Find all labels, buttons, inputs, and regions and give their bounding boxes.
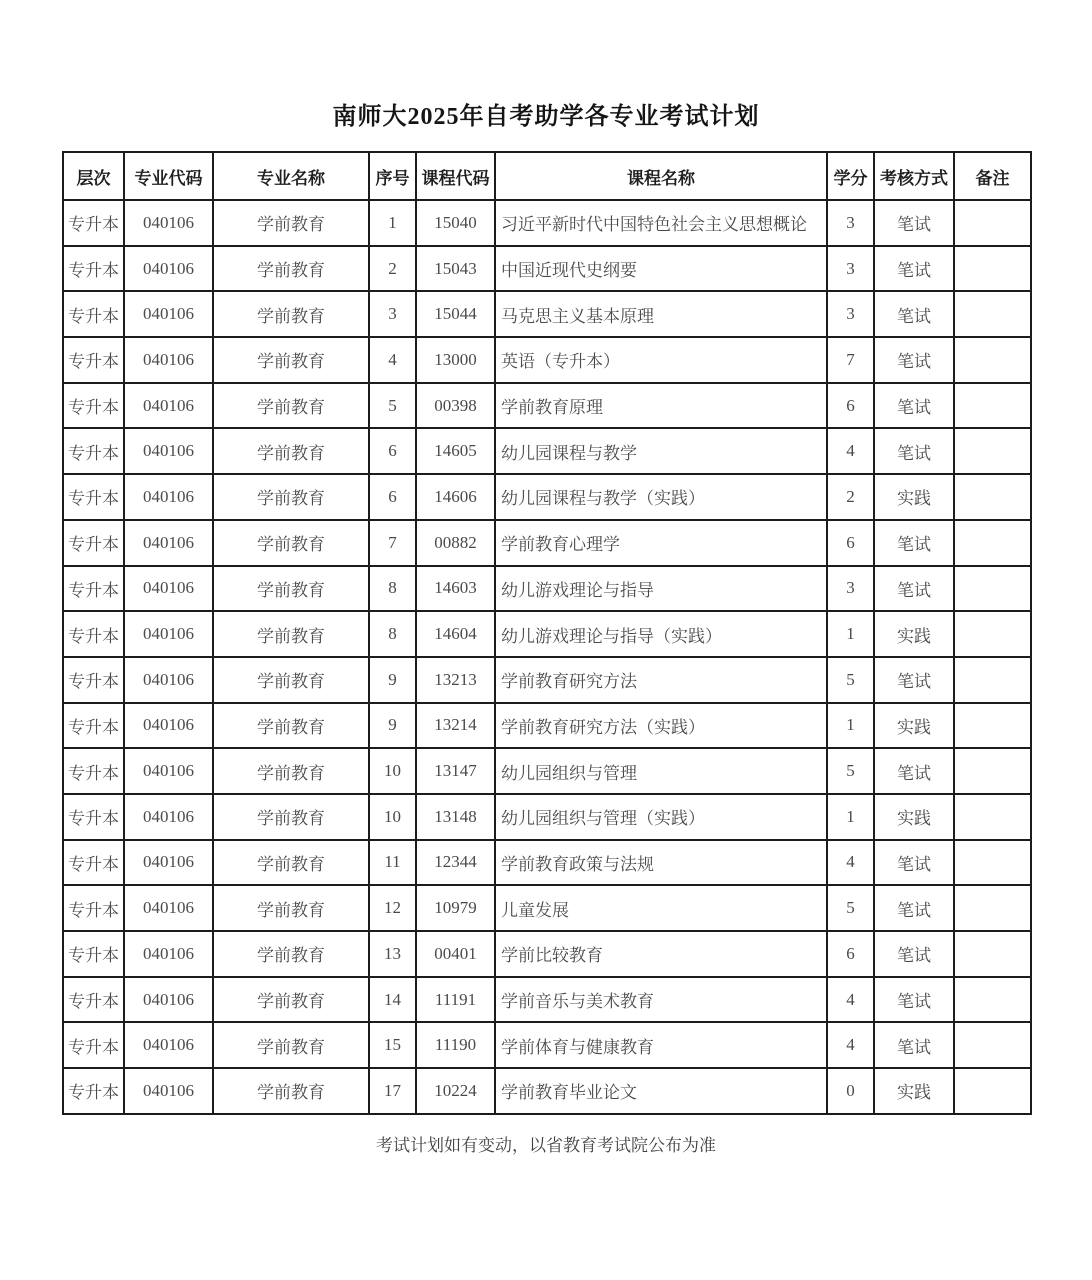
cell-level: 专升本 — [63, 337, 124, 383]
cell-remarks — [954, 1022, 1031, 1068]
cell-assessment: 笔试 — [874, 566, 954, 612]
cell-seq: 14 — [369, 977, 416, 1023]
cell-level: 专升本 — [63, 246, 124, 292]
cell-credits: 4 — [827, 1022, 874, 1068]
cell-major-code: 040106 — [124, 428, 213, 474]
cell-credits: 6 — [827, 520, 874, 566]
cell-course-name: 英语（专升本） — [495, 337, 827, 383]
cell-seq: 1 — [369, 200, 416, 246]
cell-course-name: 儿童发展 — [495, 885, 827, 931]
cell-seq: 15 — [369, 1022, 416, 1068]
cell-major-code: 040106 — [124, 520, 213, 566]
cell-credits: 0 — [827, 1068, 874, 1114]
cell-major-name: 学前教育 — [213, 748, 369, 794]
cell-major-code: 040106 — [124, 840, 213, 886]
cell-major-name: 学前教育 — [213, 611, 369, 657]
cell-credits: 1 — [827, 611, 874, 657]
table-row — [63, 977, 1031, 1023]
cell-level: 专升本 — [63, 1068, 124, 1114]
cell-credits: 5 — [827, 748, 874, 794]
cell-major-code: 040106 — [124, 885, 213, 931]
table-row — [63, 794, 1031, 840]
cell-major-name: 学前教育 — [213, 794, 369, 840]
cell-remarks — [954, 703, 1031, 749]
table-row — [63, 428, 1031, 474]
table-row — [63, 246, 1031, 292]
cell-major-name: 学前教育 — [213, 200, 369, 246]
col-header-credits: 学分 — [827, 152, 874, 200]
cell-remarks — [954, 520, 1031, 566]
cell-course-code: 00398 — [416, 383, 495, 429]
cell-major-code: 040106 — [124, 748, 213, 794]
cell-major-code: 040106 — [124, 931, 213, 977]
cell-major-name: 学前教育 — [213, 474, 369, 520]
cell-major-code: 040106 — [124, 657, 213, 703]
cell-level: 专升本 — [63, 748, 124, 794]
cell-seq: 13 — [369, 931, 416, 977]
cell-seq: 11 — [369, 840, 416, 886]
cell-remarks — [954, 931, 1031, 977]
table-row — [63, 840, 1031, 886]
cell-level: 专升本 — [63, 840, 124, 886]
cell-assessment: 笔试 — [874, 657, 954, 703]
cell-remarks — [954, 1068, 1031, 1114]
cell-major-code: 040106 — [124, 246, 213, 292]
cell-course-name: 中国近现代史纲要 — [495, 246, 827, 292]
cell-course-code: 00401 — [416, 931, 495, 977]
cell-remarks — [954, 383, 1031, 429]
cell-assessment: 实践 — [874, 611, 954, 657]
document-page — [62, 0, 1030, 1156]
cell-course-code: 11191 — [416, 977, 495, 1023]
cell-course-code: 12344 — [416, 840, 495, 886]
cell-credits: 5 — [827, 657, 874, 703]
col-header-course-code: 课程代码 — [416, 152, 495, 200]
col-header-seq: 序号 — [369, 152, 416, 200]
cell-level: 专升本 — [63, 291, 124, 337]
cell-credits: 6 — [827, 383, 874, 429]
cell-assessment: 笔试 — [874, 885, 954, 931]
table-row — [63, 931, 1031, 977]
table-row — [63, 703, 1031, 749]
table-row — [63, 885, 1031, 931]
cell-major-name: 学前教育 — [213, 703, 369, 749]
cell-remarks — [954, 291, 1031, 337]
cell-assessment: 笔试 — [874, 1022, 954, 1068]
cell-major-code: 040106 — [124, 1022, 213, 1068]
cell-remarks — [954, 977, 1031, 1023]
cell-course-name: 学前音乐与美术教育 — [495, 977, 827, 1023]
footer-note: 考试计划如有变动，以省教育考试院公布为准 — [376, 1135, 716, 1155]
cell-remarks — [954, 337, 1031, 383]
cell-assessment: 笔试 — [874, 840, 954, 886]
cell-seq: 17 — [369, 1068, 416, 1114]
cell-course-name: 学前教育原理 — [495, 383, 827, 429]
col-header-remarks: 备注 — [954, 152, 1031, 200]
cell-course-name: 幼儿园课程与教学（实践） — [495, 474, 827, 520]
cell-major-name: 学前教育 — [213, 840, 369, 886]
cell-major-code: 040106 — [124, 1068, 213, 1114]
cell-level: 专升本 — [63, 474, 124, 520]
cell-level: 专升本 — [63, 383, 124, 429]
cell-credits: 3 — [827, 566, 874, 612]
cell-credits: 4 — [827, 977, 874, 1023]
cell-level: 专升本 — [63, 520, 124, 566]
cell-seq: 7 — [369, 520, 416, 566]
cell-seq: 12 — [369, 885, 416, 931]
table-body — [63, 200, 1031, 1114]
cell-major-name: 学前教育 — [213, 1068, 369, 1114]
cell-credits: 3 — [827, 200, 874, 246]
cell-course-name: 幼儿园组织与管理 — [495, 748, 827, 794]
cell-level: 专升本 — [63, 428, 124, 474]
table-row — [63, 291, 1031, 337]
cell-course-code: 14603 — [416, 566, 495, 612]
exam-plan-table — [62, 151, 1032, 1115]
cell-remarks — [954, 428, 1031, 474]
cell-course-code: 13213 — [416, 657, 495, 703]
cell-major-name: 学前教育 — [213, 337, 369, 383]
table-row — [63, 200, 1031, 246]
cell-seq: 8 — [369, 566, 416, 612]
cell-assessment: 笔试 — [874, 337, 954, 383]
cell-assessment: 笔试 — [874, 383, 954, 429]
cell-major-code: 040106 — [124, 383, 213, 429]
cell-course-code: 11190 — [416, 1022, 495, 1068]
table-row — [63, 611, 1031, 657]
cell-credits: 7 — [827, 337, 874, 383]
cell-course-name: 学前比较教育 — [495, 931, 827, 977]
cell-assessment: 笔试 — [874, 246, 954, 292]
cell-course-name: 学前教育毕业论文 — [495, 1068, 827, 1114]
table-row — [63, 337, 1031, 383]
cell-credits: 5 — [827, 885, 874, 931]
cell-credits: 1 — [827, 794, 874, 840]
cell-level: 专升本 — [63, 931, 124, 977]
cell-seq: 9 — [369, 657, 416, 703]
table-row — [63, 748, 1031, 794]
table-row — [63, 1068, 1031, 1114]
cell-course-code: 13148 — [416, 794, 495, 840]
cell-course-code: 10979 — [416, 885, 495, 931]
cell-seq: 8 — [369, 611, 416, 657]
cell-credits: 2 — [827, 474, 874, 520]
cell-major-name: 学前教育 — [213, 1022, 369, 1068]
cell-assessment: 笔试 — [874, 931, 954, 977]
cell-course-code: 14606 — [416, 474, 495, 520]
cell-course-name: 幼儿园组织与管理（实践） — [495, 794, 827, 840]
cell-course-name: 学前教育心理学 — [495, 520, 827, 566]
cell-credits: 6 — [827, 931, 874, 977]
col-header-course-name: 课程名称 — [495, 152, 827, 200]
cell-major-name: 学前教育 — [213, 566, 369, 612]
cell-assessment: 笔试 — [874, 977, 954, 1023]
cell-level: 专升本 — [63, 1022, 124, 1068]
cell-major-code: 040106 — [124, 200, 213, 246]
cell-major-code: 040106 — [124, 611, 213, 657]
cell-credits: 3 — [827, 291, 874, 337]
cell-course-code: 10224 — [416, 1068, 495, 1114]
cell-seq: 10 — [369, 794, 416, 840]
table-row — [63, 566, 1031, 612]
cell-seq: 2 — [369, 246, 416, 292]
header-row — [63, 152, 1031, 200]
cell-credits: 4 — [827, 840, 874, 886]
cell-level: 专升本 — [63, 200, 124, 246]
cell-course-code: 14604 — [416, 611, 495, 657]
cell-remarks — [954, 246, 1031, 292]
cell-level: 专升本 — [63, 657, 124, 703]
cell-major-name: 学前教育 — [213, 885, 369, 931]
cell-credits: 4 — [827, 428, 874, 474]
cell-course-name: 学前体育与健康教育 — [495, 1022, 827, 1068]
cell-remarks — [954, 566, 1031, 612]
cell-course-code: 13147 — [416, 748, 495, 794]
col-header-assessment: 考核方式 — [874, 152, 954, 200]
cell-course-code: 15044 — [416, 291, 495, 337]
cell-course-name: 幼儿游戏理论与指导 — [495, 566, 827, 612]
cell-course-code: 14605 — [416, 428, 495, 474]
table-row — [63, 383, 1031, 429]
cell-major-code: 040106 — [124, 291, 213, 337]
cell-seq: 3 — [369, 291, 416, 337]
cell-seq: 5 — [369, 383, 416, 429]
cell-course-name: 学前教育政策与法规 — [495, 840, 827, 886]
cell-course-name: 学前教育研究方法（实践） — [495, 703, 827, 749]
cell-level: 专升本 — [63, 703, 124, 749]
cell-remarks — [954, 611, 1031, 657]
cell-credits: 1 — [827, 703, 874, 749]
cell-course-code: 13000 — [416, 337, 495, 383]
cell-major-code: 040106 — [124, 977, 213, 1023]
cell-major-code: 040106 — [124, 566, 213, 612]
cell-course-code: 15043 — [416, 246, 495, 292]
cell-level: 专升本 — [63, 977, 124, 1023]
cell-major-code: 040106 — [124, 794, 213, 840]
cell-major-code: 040106 — [124, 337, 213, 383]
table-row — [63, 1022, 1031, 1068]
cell-remarks — [954, 657, 1031, 703]
cell-major-name: 学前教育 — [213, 657, 369, 703]
cell-remarks — [954, 840, 1031, 886]
cell-major-name: 学前教育 — [213, 428, 369, 474]
cell-level: 专升本 — [63, 794, 124, 840]
cell-major-name: 学前教育 — [213, 383, 369, 429]
table-row — [63, 520, 1031, 566]
cell-assessment: 笔试 — [874, 291, 954, 337]
cell-course-name: 学前教育研究方法 — [495, 657, 827, 703]
cell-course-code: 13214 — [416, 703, 495, 749]
cell-course-code: 15040 — [416, 200, 495, 246]
cell-remarks — [954, 794, 1031, 840]
cell-assessment: 实践 — [874, 794, 954, 840]
cell-remarks — [954, 200, 1031, 246]
cell-course-name: 习近平新时代中国特色社会主义思想概论 — [495, 200, 827, 246]
table-row — [63, 657, 1031, 703]
cell-major-name: 学前教育 — [213, 520, 369, 566]
cell-assessment: 实践 — [874, 1068, 954, 1114]
cell-assessment: 笔试 — [874, 428, 954, 474]
cell-course-code: 00882 — [416, 520, 495, 566]
cell-remarks — [954, 748, 1031, 794]
cell-seq: 9 — [369, 703, 416, 749]
cell-level: 专升本 — [63, 885, 124, 931]
cell-assessment: 笔试 — [874, 200, 954, 246]
cell-major-name: 学前教育 — [213, 977, 369, 1023]
cell-credits: 3 — [827, 246, 874, 292]
cell-course-name: 幼儿游戏理论与指导（实践） — [495, 611, 827, 657]
cell-level: 专升本 — [63, 611, 124, 657]
cell-seq: 6 — [369, 428, 416, 474]
cell-assessment: 笔试 — [874, 520, 954, 566]
cell-major-code: 040106 — [124, 474, 213, 520]
cell-assessment: 实践 — [874, 703, 954, 749]
page-title: 南师大2025年自考助学各专业考试计划 — [332, 104, 760, 130]
cell-seq: 4 — [369, 337, 416, 383]
cell-major-name: 学前教育 — [213, 246, 369, 292]
table-row — [63, 474, 1031, 520]
col-header-major-code: 专业代码 — [124, 152, 213, 200]
cell-course-name: 马克思主义基本原理 — [495, 291, 827, 337]
cell-course-name: 幼儿园课程与教学 — [495, 428, 827, 474]
cell-seq: 6 — [369, 474, 416, 520]
col-header-level: 层次 — [63, 152, 124, 200]
cell-major-name: 学前教育 — [213, 931, 369, 977]
cell-remarks — [954, 474, 1031, 520]
cell-seq: 10 — [369, 748, 416, 794]
col-header-major-name: 专业名称 — [213, 152, 369, 200]
cell-major-name: 学前教育 — [213, 291, 369, 337]
cell-level: 专升本 — [63, 566, 124, 612]
cell-remarks — [954, 885, 1031, 931]
cell-assessment: 笔试 — [874, 748, 954, 794]
cell-assessment: 实践 — [874, 474, 954, 520]
cell-major-code: 040106 — [124, 703, 213, 749]
